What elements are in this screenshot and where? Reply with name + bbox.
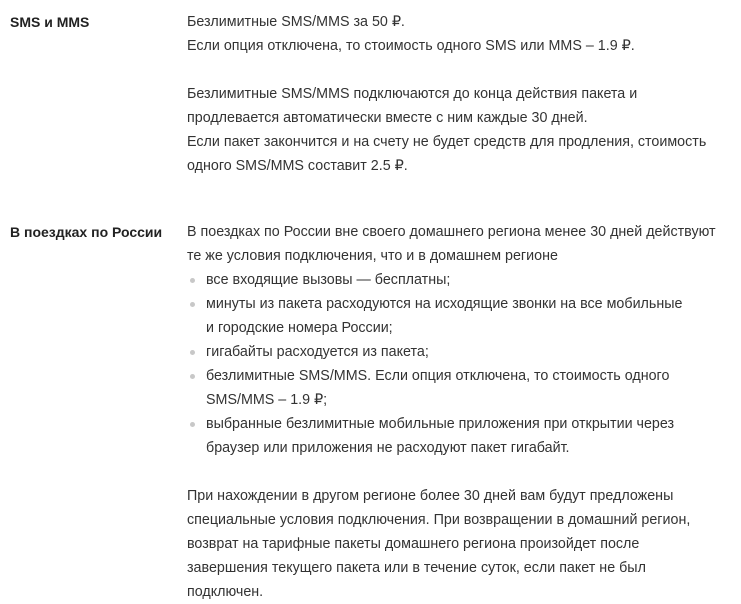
- section-content: [187, 220, 716, 604]
- text-line: выбранные безлимитные мобильные приложения при открытии через: [206, 416, 675, 432]
- text-line: Безлимитные SMS/MMS подключаются до конца действия пакета и: [187, 86, 638, 102]
- text-line: все входящие вызовы — бесплатны;: [206, 272, 451, 288]
- text-line: Если опция отключена, то стоимость одного SMS или MMS – 1.9 ₽.: [187, 38, 635, 54]
- conditions-list: [187, 268, 716, 460]
- section-label: SMS и MMS: [10, 14, 90, 30]
- section-label: В поездках по России: [10, 224, 163, 240]
- text-line: В поездках по России вне своего домашнего региона менее 30 дней действуют: [187, 224, 716, 240]
- text-line: те же условия подключения, что и в домашнем регионе: [187, 248, 558, 264]
- text-line: SMS/MMS – 1.9 ₽;: [206, 392, 328, 408]
- list-item: [187, 412, 716, 460]
- text-line: гигабайты расходуется из пакета;: [206, 344, 429, 360]
- text-line: Безлимитные SMS/MMS за 50 ₽.: [187, 14, 405, 30]
- text-line: подключен.: [187, 584, 264, 600]
- text-line: браузер или приложения не расходуют пакет гигабайт.: [206, 440, 570, 456]
- text-line: При нахождении в другом регионе более 30 дней вам будут предложены: [187, 488, 674, 504]
- section-content: [187, 10, 706, 178]
- list-item: [187, 292, 716, 340]
- text-line: безлимитные SMS/MMS. Если опция отключена, то стоимость одного: [206, 368, 670, 384]
- text-line: и городские номера России;: [206, 320, 393, 336]
- text-line: специальные условия подключения. При возвращении в домашний регион,: [187, 512, 691, 528]
- text-line: минуты из пакета расходуются на исходящие звонки на все мобильные: [206, 296, 683, 312]
- text-line: возврат на тарифные пакеты домашнего региона произойдет после: [187, 536, 640, 552]
- text-line: завершения текущего пакета или в течение суток, если пакет не был: [187, 560, 646, 576]
- text-line: одного SMS/MMS составит 2.5 ₽.: [187, 158, 408, 174]
- list-item: [187, 340, 716, 364]
- list-item: [187, 364, 716, 412]
- text-line: продлевается автоматически вместе с ним каждые 30 дней.: [187, 110, 588, 126]
- list-item: [187, 268, 716, 292]
- text-line: Если пакет закончится и на счету не будет средств для продления, стоимость: [187, 134, 707, 150]
